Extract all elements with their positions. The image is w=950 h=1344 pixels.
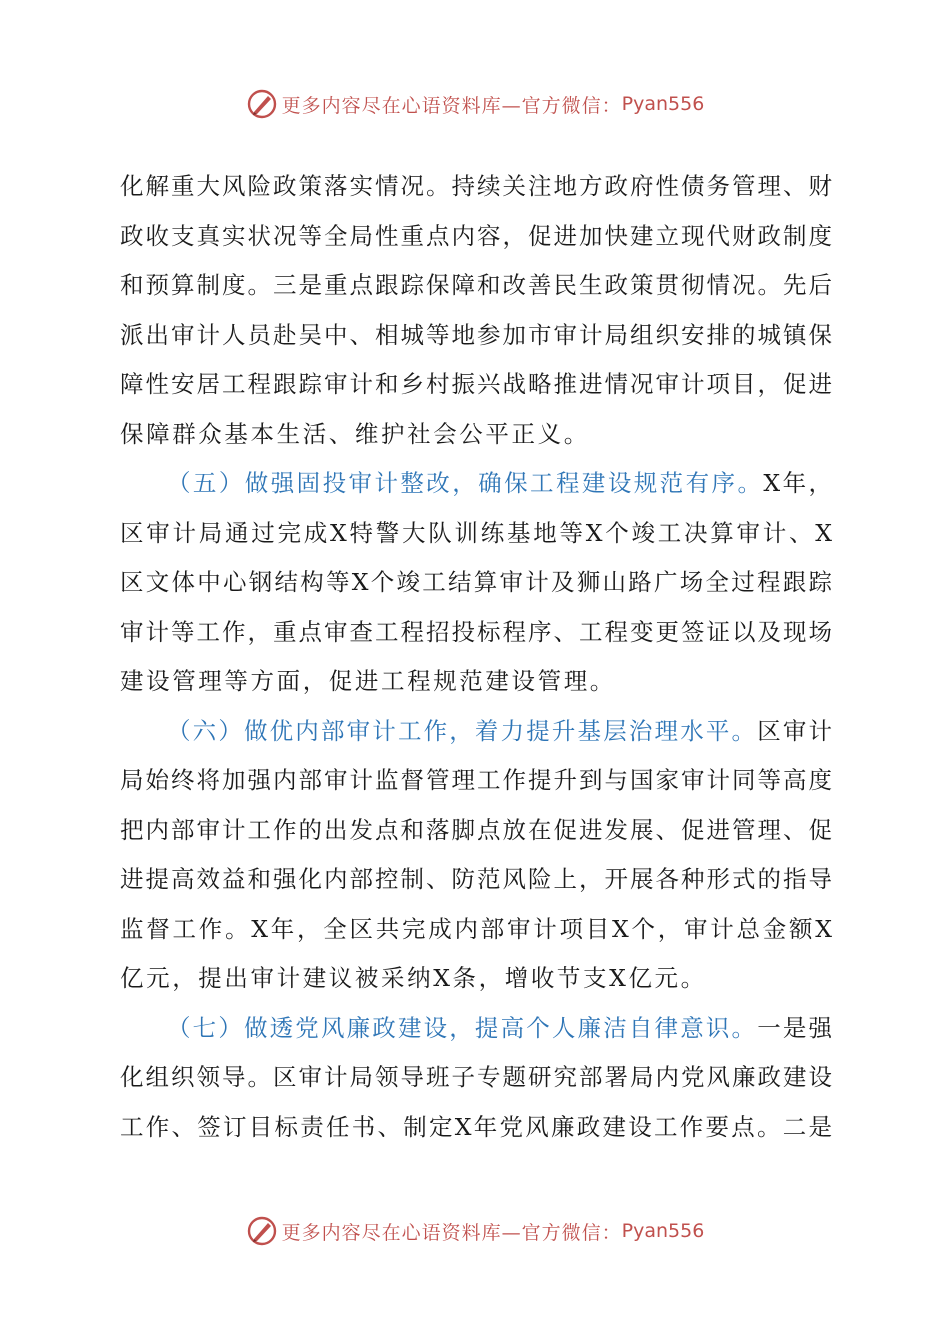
text-line: 和预算制度。三是重点跟踪保障和改善民生政策贯彻情况。先后 <box>120 271 832 299</box>
text-line: 派出审计人员赴吴中、相城等地参加市审计局组织安排的城镇保 <box>120 320 832 349</box>
text-line: 区审计局通过完成X特警大队训练基地等X个竣工决算审计、X <box>120 518 832 547</box>
text-line: 保障群众基本生活、维护社会公平正义。 <box>120 419 590 448</box>
header-banner <box>0 84 950 124</box>
text-line: 亿元，提出审计建议被采纳X条，增收节支X亿元。 <box>120 964 707 992</box>
section-heading-5: （五）做强固投审计整改，确保工程建设规范有序。 <box>167 469 764 497</box>
document-body <box>120 162 832 1152</box>
text-line: 区文体中心钢结构等X个竣工结算审计及狮山路广场全过程跟踪 <box>120 568 832 596</box>
text-line: 把内部审计工作的出发点和落脚点放在促进发展、促进管理、促 <box>120 815 832 844</box>
footer-banner <box>0 1211 950 1251</box>
text-line: 审计等工作，重点审查工程招投标程序、工程变更签证以及现场 <box>120 617 832 646</box>
section-heading-7: （七）做透党风廉政建设，提高个人廉洁自律意识。 <box>167 1013 758 1042</box>
text-line: 建设管理等方面，促进工程规范建设管理。 <box>120 667 616 695</box>
banner-wechat-id: Pyan556 <box>621 93 705 115</box>
text-line: 进提高效益和强化内部控制、防范风险上，开展各种形式的指导 <box>120 865 832 893</box>
section-heading-line <box>120 459 832 509</box>
section-heading-line <box>120 707 832 757</box>
text-line: 化组织领导。区审计局领导班子专题研究部署局内党风廉政建设 <box>120 1063 832 1091</box>
heading-continuation: 区审计 <box>757 716 833 745</box>
text-line: 障性安居工程跟踪审计和乡村振兴战略推进情况审计项目，促进 <box>120 370 832 398</box>
text-line: 政收支真实状况等全局性重点内容，促进加快建立现代财政制度 <box>120 221 832 250</box>
banner-text: 更多内容尽在心语资料库—官方微信： <box>281 1221 622 1244</box>
banner-wechat-id: Pyan556 <box>621 1220 705 1242</box>
text-line: 工作、签订目标责任书、制定X年党风廉政建设工作要点。二是 <box>120 1112 832 1141</box>
pen-logo-icon <box>246 88 278 120</box>
heading-continuation: X年， <box>763 469 832 497</box>
heading-continuation: 一是强 <box>757 1013 833 1042</box>
pen-logo-icon <box>246 1215 278 1247</box>
section-heading-line <box>120 1004 832 1054</box>
text-line: 局始终将加强内部审计监督管理工作提升到与国家审计同等高度 <box>120 766 832 794</box>
section-heading-6: （六）做优内部审计工作，着力提升基层治理水平。 <box>167 716 758 745</box>
text-line: 监督工作。X年，全区共完成内部审计项目X个，审计总金额X <box>120 914 832 943</box>
text-line: 化解重大风险政策落实情况。持续关注地方政府性债务管理、财 <box>120 172 832 200</box>
banner-text: 更多内容尽在心语资料库—官方微信： <box>281 94 622 117</box>
